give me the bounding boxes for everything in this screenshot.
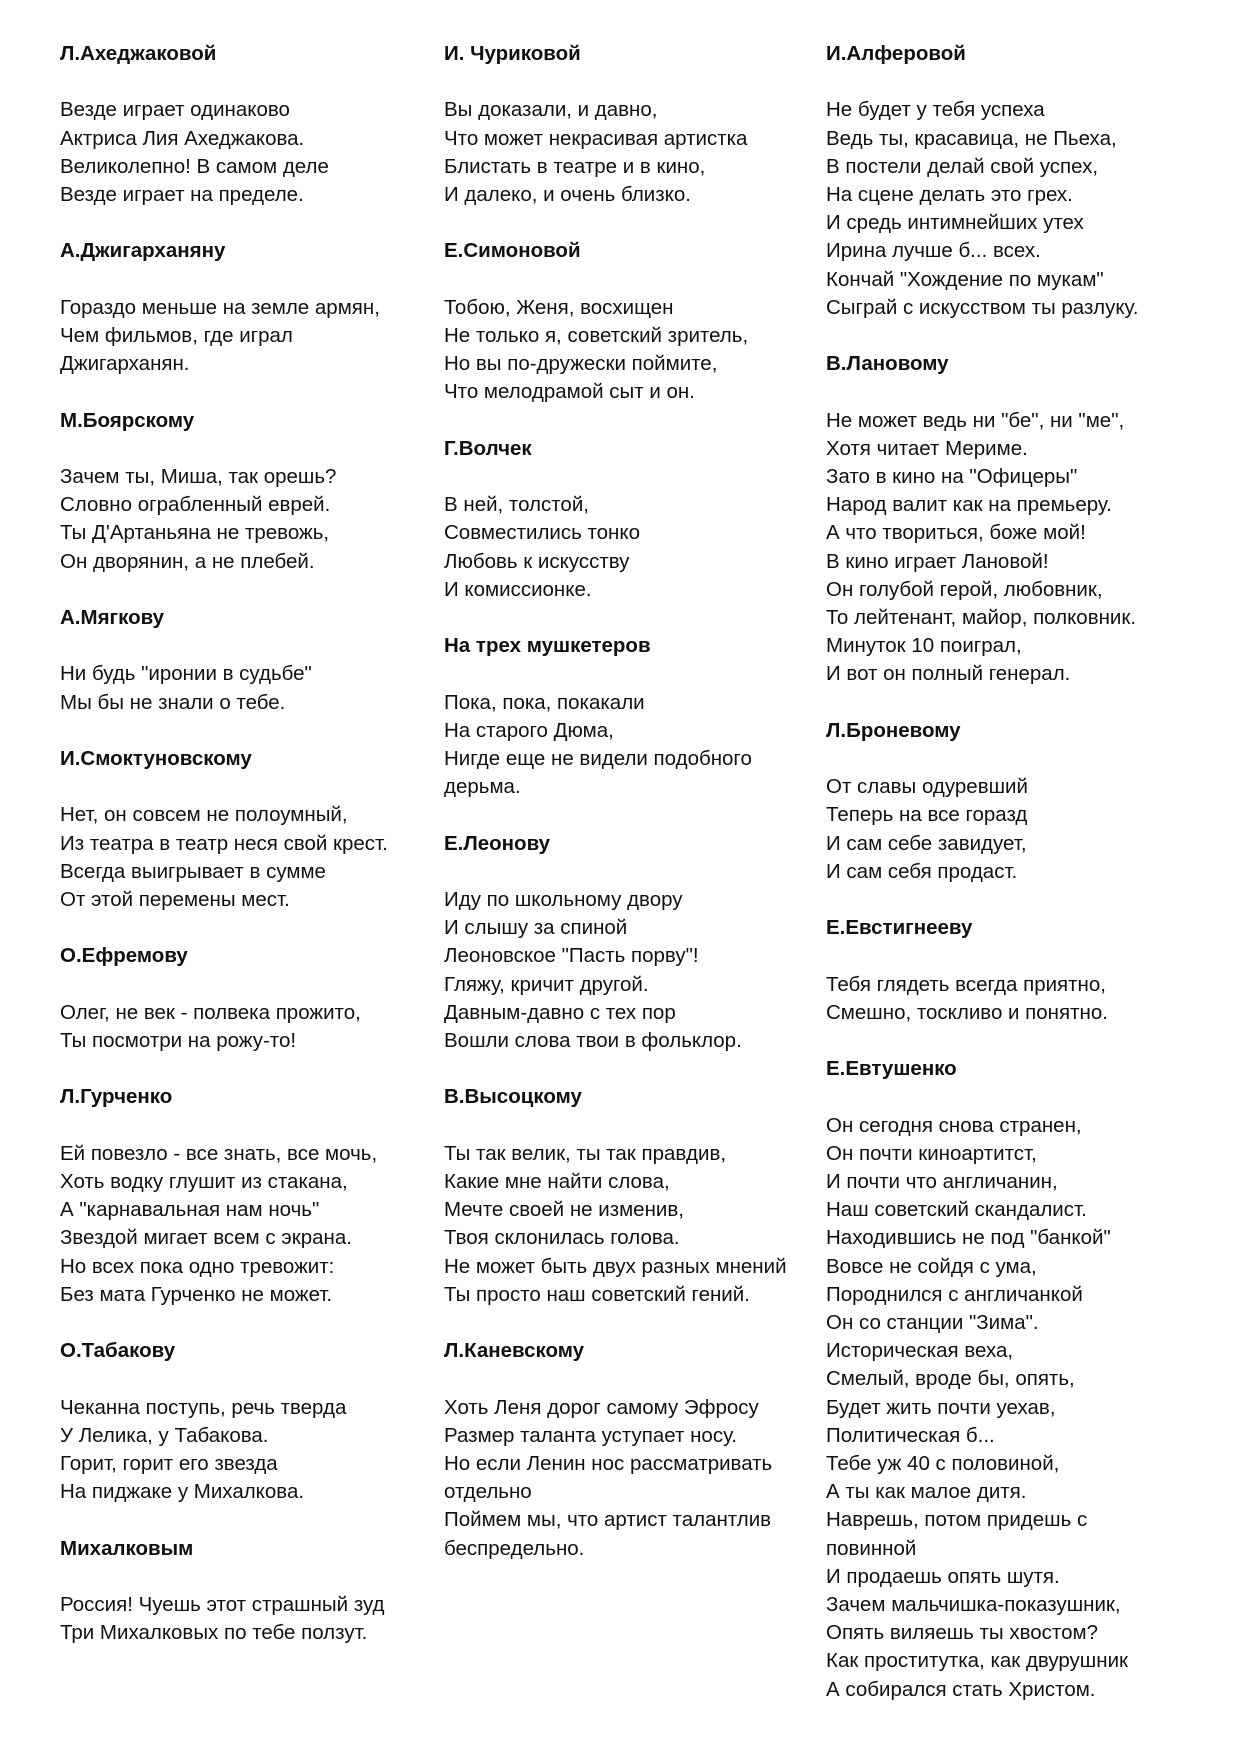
poem-title: А.Мягкову (60, 605, 165, 629)
poem (60, 40, 430, 209)
poem-line: Ей повезло - все знать, все мочь, (60, 1141, 378, 1165)
poem (444, 435, 819, 604)
poem-line: Наш советский скандалист. (826, 1198, 1087, 1222)
poem-line: Иду по школьному двору (444, 887, 683, 911)
poem-line: Всегда выигрывает в сумме (60, 859, 326, 883)
poem-line: Как проститутка, как двурушник (826, 1649, 1128, 1673)
poem-line: На сцене делать это грех. (826, 183, 1073, 206)
poem-line: От этой перемены мест. (60, 887, 290, 911)
poem-line: Народ валит как на премьеру. (826, 493, 1112, 517)
poem-line: На старого Дюма, (444, 718, 614, 742)
poem-line: Историческая веха, (826, 1339, 1014, 1363)
poem-line: Джигарханян. (60, 352, 190, 376)
poem-line: Опять виляешь ты хвостом? (826, 1621, 1098, 1645)
poem-line: Какие мне найти слова, (444, 1169, 670, 1193)
poem (444, 1083, 819, 1309)
poem-line: А собирался стать Христом. (826, 1677, 1096, 1701)
poem (60, 1535, 430, 1648)
poem-title: Е.Симоновой (444, 239, 581, 263)
poem-line: Но всех пока одно тревожит: (60, 1254, 335, 1278)
poem (826, 40, 1226, 322)
poem-title: О.Табакову (60, 1339, 176, 1363)
poem-title: О.Ефремову (60, 944, 188, 968)
poem-line: Не только я, советский зритель, (444, 323, 749, 347)
poem-line: Что мелодрамой сыт и он. (444, 380, 695, 404)
poem-line: Ты Д'Артаньяна не тревожь, (60, 521, 330, 545)
poem-line: Он голубой герой, любовник, (826, 577, 1103, 601)
poem (60, 745, 430, 914)
poem (60, 604, 430, 717)
text-column-2 (444, 40, 819, 1591)
poem-title: Л.Каневскому (444, 1339, 585, 1363)
poem (60, 1337, 430, 1506)
poem-line: Олег, не век - полвека прожито, (60, 1000, 361, 1024)
poem-line: беспредельно. (444, 1536, 585, 1560)
poem-line: Но вы по-дружески поймите, (444, 352, 718, 376)
poem-line: Минуток 10 поиграл, (826, 634, 1022, 658)
poem-line: Ты просто наш советский гений. (444, 1282, 750, 1306)
poem-title: М.Боярскому (60, 408, 195, 432)
poem-line: Без мата Гурченко не может. (60, 1282, 333, 1306)
poem (60, 1083, 430, 1309)
poem-line: Что может некрасивая артистка (444, 126, 748, 150)
poem-line: И комиссионке. (444, 577, 592, 601)
poem-title: Л.Ахеджаковой (60, 42, 217, 65)
poem-line: Везде играет на пределе. (60, 183, 304, 206)
poem-title: Михалковым (60, 1536, 194, 1560)
poem (60, 237, 430, 378)
poem-line: Мы бы не знали о тебе. (60, 690, 286, 714)
poem-line: Он дворянин, а не плебей. (60, 549, 315, 573)
poem-title: Г.Волчек (444, 436, 532, 460)
poem-line: Совместились тонко (444, 521, 640, 545)
poem-line: Будет жить почти уехав, (826, 1395, 1056, 1419)
poem-line: Хоть Леня дорог самому Эфросу (444, 1395, 759, 1419)
poem-line: Мечте своей не изменив, (444, 1198, 684, 1222)
poem-line: Нет, он совсем не полоумный, (60, 803, 348, 827)
poem-line: Горит, горит его звезда (60, 1451, 278, 1475)
poem-line: Ведь ты, красавица, не Пьеха, (826, 126, 1117, 150)
poem-line: Ты посмотри на рожу-то! (60, 1028, 297, 1052)
poem (444, 830, 819, 1056)
poem-line: Ирина лучше б... всех. (826, 239, 1041, 263)
poem-line: И почти что англичанин, (826, 1169, 1058, 1193)
poem-line: Он почти киноартитст, (826, 1141, 1037, 1165)
poem-line: Чем фильмов, где играл (60, 323, 293, 347)
poem (444, 237, 819, 406)
poem-line: Тобою, Женя, восхищен (444, 295, 674, 319)
poem-line: повинной (826, 1536, 917, 1560)
poem-line: Теперь на все горазд (826, 803, 1028, 827)
poem-line: Великолепно! В самом деле (60, 154, 329, 178)
poem-line: Он сегодня снова странен, (826, 1113, 1082, 1137)
poem-line: Не может быть двух разных мнений (444, 1254, 787, 1278)
poem-line: Гораздо меньше на земле армян, (60, 295, 380, 319)
poem-line: Зачем мальчишка-показушник, (826, 1593, 1121, 1617)
poem-line: Чеканна поступь, речь тверда (60, 1395, 347, 1419)
poem-line: А ты как малое дитя. (826, 1480, 1027, 1504)
poem (60, 942, 430, 1055)
poem-title: И. Чуриковой (444, 42, 581, 65)
poem (826, 914, 1226, 1027)
poem-line: Гляжу, кричит другой. (444, 972, 649, 996)
poem (826, 717, 1226, 886)
poem-line: Пока, пока, покакали (444, 690, 645, 714)
poem-title: Е.Леонову (444, 831, 551, 855)
poem-line: Хоть водку глушит из стакана, (60, 1169, 348, 1193)
poem-line: Звездой мигает всем с экрана. (60, 1226, 352, 1250)
poem-line: А "карнавальная нам ночь" (60, 1198, 320, 1222)
poem-title: В.Лановому (826, 352, 949, 376)
poem-line: Сыграй с искусством ты разлуку. (826, 295, 1139, 319)
poem-line: Зато в кино на "Офицеры" (826, 465, 1078, 488)
poem-line: Зачем ты, Миша, так орешь? (60, 464, 337, 488)
poem-line: Твоя склонилась голова. (444, 1226, 680, 1250)
poem-line: Поймем мы, что артист талантлив (444, 1508, 772, 1532)
poem-line: В кино играет Лановой! (826, 549, 1049, 573)
poem-line: Словно ограбленный еврей. (60, 493, 331, 517)
text-column-1 (60, 40, 430, 1676)
poem (444, 40, 819, 209)
poem-line: И продаешь опять шутя. (826, 1564, 1060, 1588)
poem-line: Находившись не под "банкой" (826, 1226, 1111, 1250)
poem-line: Актриса Лия Ахеджакова. (60, 126, 305, 150)
poem-title: На трех мушкетеров (444, 634, 651, 658)
poem-line: Ни будь "иронии в судьбе" (60, 662, 312, 686)
poem (60, 407, 430, 576)
poem-line: Но если Ленин нос рассматривать (444, 1451, 773, 1475)
poem-title: И.Смоктуновскому (60, 746, 252, 770)
poem-line: В ней, толстой, (444, 493, 589, 517)
poem-line: Вошли слова твои в фольклор. (444, 1028, 742, 1052)
poem-line: Россия! Чуешь этот страшный зуд (60, 1592, 385, 1616)
poem-line: Везде играет одинаково (60, 98, 290, 122)
poem-line: В постели делай свой успех, (826, 154, 1099, 178)
poem-line: отдельно (444, 1480, 532, 1504)
poem-line: Смешно, тоскливо и понятно. (826, 1000, 1108, 1024)
poem-line: Любовь к искусству (444, 549, 630, 573)
poem-title: Л.Гурченко (60, 1085, 173, 1109)
poem (826, 1055, 1226, 1704)
poem-line: Кончай "Хождение по мукам" (826, 267, 1104, 291)
poem-line: Он со станции "Зима". (826, 1311, 1039, 1334)
text-column-3 (826, 40, 1226, 1732)
poem-title: Л.Броневому (826, 718, 961, 742)
poem-line: Не может ведь ни "бе", ни "ме", (826, 408, 1125, 432)
poem-title: Е.Евтушенко (826, 1057, 957, 1081)
poem-line: Ты так велик, ты так правдив, (444, 1141, 727, 1165)
poem-line: Три Михалковых по тебе ползут. (60, 1621, 368, 1645)
poem-line: Вовсе не сойдя с ума, (826, 1254, 1037, 1278)
poem-line: На пиджаке у Михалкова. (60, 1480, 305, 1504)
poem-line: Политическая б... (826, 1423, 995, 1447)
poem-line: И слышу за спиной (444, 916, 628, 940)
poem-line: И сам себя продаст. (826, 859, 1018, 883)
poem-line: Размер таланта уступает носу. (444, 1423, 737, 1447)
poem-line: Хотя читает Мериме. (826, 436, 1028, 460)
poem-line: У Лелика, у Табакова. (60, 1423, 269, 1447)
poem-line: Вы доказали, и давно, (444, 98, 658, 122)
poem-line: Тебя глядеть всегда приятно, (826, 972, 1106, 996)
poem-line: И вот он полный генерал. (826, 662, 1071, 686)
poem (826, 350, 1226, 688)
poem-line: Смелый, вроде бы, опять, (826, 1367, 1075, 1391)
poem-line: Давным-давно с тех пор (444, 1000, 676, 1024)
poem-title: Е.Евстигнееву (826, 916, 973, 940)
poem (444, 1337, 819, 1563)
poem-line: Из театра в театр неся свой крест. (60, 831, 388, 855)
poem-line: Леоновское "Пасть порву"! (444, 944, 699, 968)
poem-line: Блистать в театре и в кино, (444, 154, 706, 178)
poem-line: То лейтенант, майор, полковник. (826, 606, 1137, 630)
poem-line: Нигде еще не видели подобного (444, 746, 752, 770)
poem-line: Наврешь, потом придешь с (826, 1508, 1088, 1532)
poem-title: И.Алферовой (826, 42, 966, 65)
poem-line: Породнился с англичанкой (826, 1282, 1083, 1306)
poem-line: От славы одуревший (826, 775, 1028, 799)
poem-line: И далеко, и очень близко. (444, 183, 691, 206)
poem-line: И сам себе завидует, (826, 831, 1027, 855)
poem-line: дерьма. (444, 775, 521, 799)
poem-title: А.Джигарханяну (60, 239, 226, 263)
poem-line: Не будет у тебя успеха (826, 98, 1045, 122)
poem (444, 632, 819, 801)
poem-line: И средь интимнейших утех (826, 211, 1084, 235)
poem-line: Тебе уж 40 с половиной, (826, 1452, 1060, 1476)
poem-title: В.Высоцкому (444, 1085, 582, 1109)
poem-line: А что твориться, боже мой! (826, 521, 1086, 545)
